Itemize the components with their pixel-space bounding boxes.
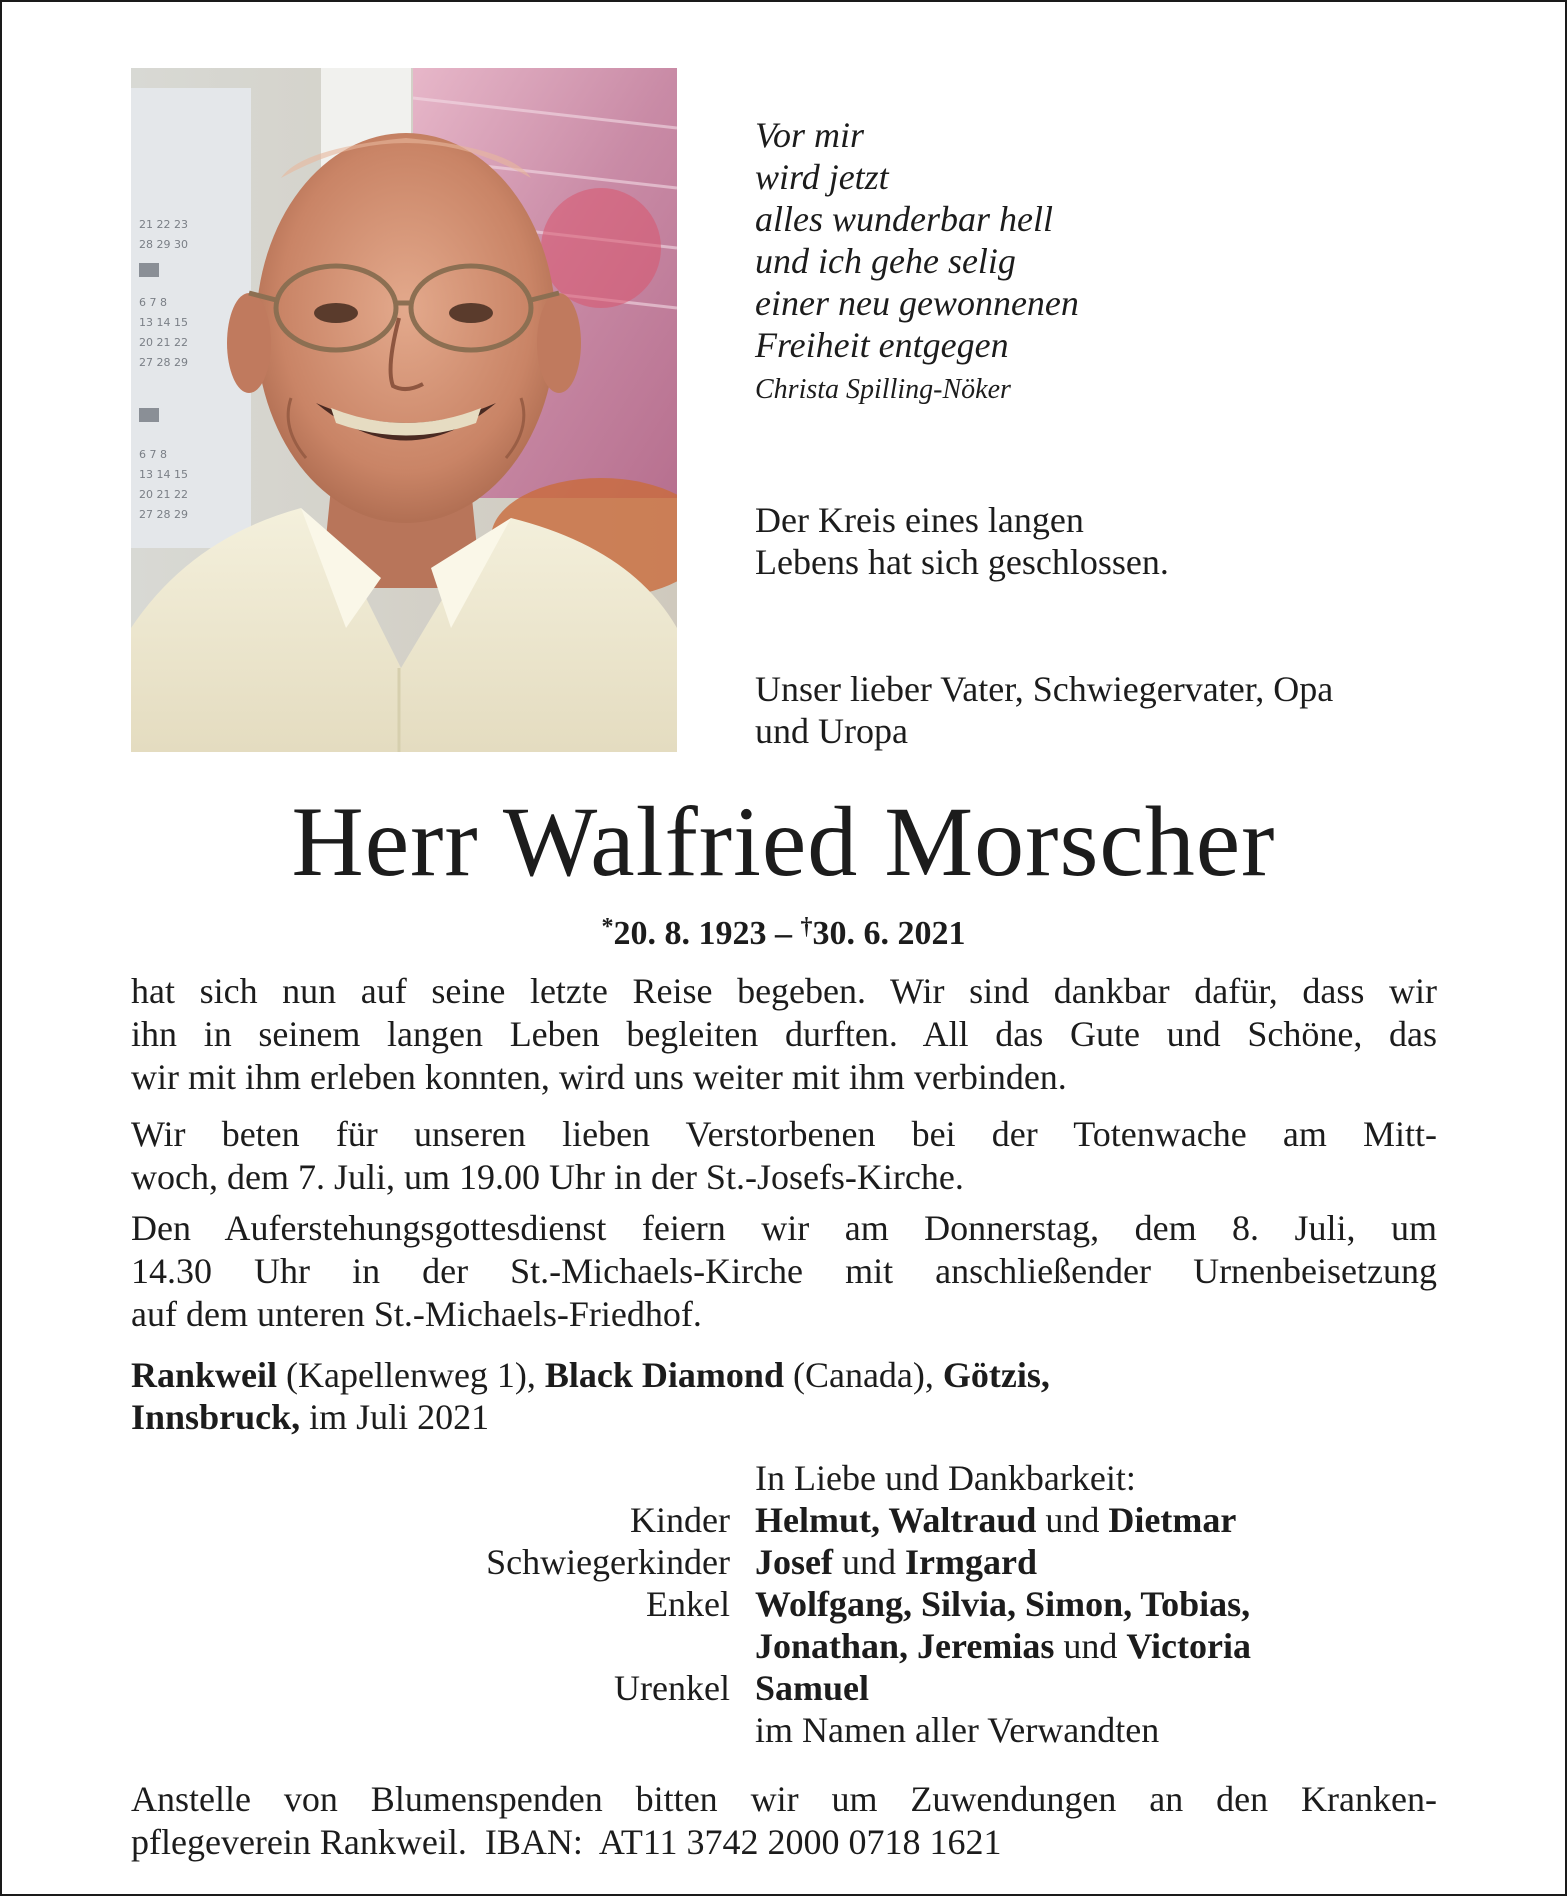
name-list: Josef — [755, 1542, 833, 1582]
place-innsbruck: Innsbruck, — [131, 1397, 301, 1437]
svg-text:6 7 8: 6 7 8 — [139, 448, 167, 461]
text-line: Anstelle von Blumenspenden bitten wir um Zuwendungen an den Kranken- — [131, 1779, 1437, 1819]
text-line: Den Auferstehungsgottesdienst feiern wir am Donnerstag, dem 8. Juli, um — [131, 1208, 1437, 1248]
svg-text:6 7 8: 6 7 8 — [139, 296, 167, 309]
relation-text — [755, 668, 1535, 752]
poem — [755, 114, 1535, 410]
circle-of-life-text — [755, 499, 1535, 583]
urenkel-names — [755, 1667, 869, 1709]
name-list: Dietmar — [1108, 1500, 1237, 1540]
place-goetzis: Götzis, — [942, 1355, 1050, 1395]
svg-text:20 21 22: 20 21 22 — [139, 336, 188, 349]
place-black-diamond: Black Diamond — [544, 1355, 784, 1395]
portrait-illustration — [131, 68, 677, 752]
svg-text:13 14 15: 13 14 15 — [139, 316, 188, 329]
urenkel-label: Urenkel — [614, 1668, 730, 1708]
text-line: woch, dem 7. Juli, um 19.00 Uhr in der St.-Josefs-Kirche. — [131, 1157, 964, 1197]
enkel-names-1 — [755, 1583, 1250, 1625]
conjunction: und — [1054, 1626, 1127, 1666]
svg-text:20 21 22: 20 21 22 — [139, 488, 188, 501]
svg-text:27 28 29: 27 28 29 — [139, 508, 188, 521]
poem-line: und ich gehe selig — [755, 241, 1016, 281]
deceased-name: Herr Walfried Morscher — [291, 786, 1276, 897]
name-list: Victoria — [1126, 1626, 1251, 1666]
kinder-names — [755, 1499, 1236, 1541]
paragraph-wake — [131, 1113, 1437, 1199]
text-line: auf dem unteren St.-Michaels-Friedhof. — [131, 1294, 702, 1334]
enkel-names-2 — [755, 1625, 1251, 1667]
life-dates — [2, 907, 1565, 954]
conjunction: und — [832, 1542, 905, 1582]
paragraph-funeral — [131, 1207, 1437, 1336]
svg-text:21 22 23: 21 22 23 — [139, 218, 188, 231]
name-list: Wolfgang, Silvia, Simon, Tobias, — [755, 1584, 1251, 1624]
place-rankweil-address: (Kapellenweg 1), — [277, 1355, 545, 1395]
birth-date: 20. 8. 1923 — [613, 915, 767, 952]
text-line: wir mit ihm erleben konnten, wird uns weiter mit ihm verbinden. — [131, 1057, 1067, 1097]
poem-author: Christa Spilling-Nöker — [755, 374, 1011, 405]
text-line: pflegeverein Rankweil. IBAN: AT11 3742 2000 0718 1621 — [131, 1822, 1002, 1862]
conjunction: und — [1036, 1500, 1109, 1540]
text-line: Der Kreis eines langen — [755, 500, 1084, 540]
text-line: hat sich nun auf seine letzte Reise begeben. Wir sind dankbar dafür, dass wir — [131, 971, 1437, 1011]
name-list: Samuel — [755, 1668, 870, 1708]
donation-request — [131, 1778, 1437, 1864]
text-line: Unser lieber Vater, Schwiegervater, Opa — [755, 669, 1334, 709]
kinder-label: Kinder — [630, 1500, 730, 1540]
death-date: 30. 6. 2021 — [812, 915, 966, 952]
poem-line: Vor mir — [755, 115, 865, 155]
text-line: ihn in seinem langen Leben begleiten durften. All das Gute und Schöne, das — [131, 1014, 1437, 1054]
notice-date: im Juli 2021 — [300, 1397, 490, 1437]
schwiegerkinder-label: Schwiegerkinder — [486, 1542, 730, 1582]
name-list: Irmgard — [904, 1542, 1037, 1582]
poem-line: einer neu gewonnenen — [755, 283, 1079, 323]
schwiegerkinder-names — [755, 1541, 1037, 1583]
paragraph-journey — [131, 970, 1437, 1099]
poem-line: alles wunderbar hell — [755, 199, 1053, 239]
text-line: Wir beten für unseren lieben Verstorbenen bei der Totenwache am Mitt- — [131, 1114, 1437, 1154]
svg-text:27 28 29: 27 28 29 — [139, 356, 188, 369]
enkel-label: Enkel — [646, 1584, 730, 1624]
places-line-2 — [131, 1396, 489, 1438]
place-rankweil: Rankweil — [131, 1355, 278, 1395]
svg-text:28 29 30: 28 29 30 — [139, 238, 188, 251]
text-line: 14.30 Uhr in der St.-Michaels-Kirche mit anschließender Urnenbeisetzung — [131, 1251, 1437, 1291]
family-heading: In Liebe und Dankbarkeit: — [755, 1458, 1136, 1498]
svg-text:13 14 15: 13 14 15 — [139, 468, 188, 481]
name-list: Jonathan, Jeremias — [755, 1626, 1055, 1666]
text-line: Lebens hat sich geschlossen. — [755, 542, 1169, 582]
family-closing: im Namen aller Verwandten — [755, 1710, 1160, 1750]
poem-line: Freiheit entgegen — [755, 325, 1009, 365]
poem-line: wird jetzt — [755, 157, 889, 197]
date-separator: – — [775, 915, 792, 952]
death-mark: † — [800, 914, 813, 940]
birth-mark: * — [601, 914, 614, 940]
portrait-photo — [131, 68, 677, 752]
name-list: Helmut, Waltraud — [755, 1500, 1037, 1540]
places-line-1 — [131, 1354, 1050, 1396]
place-canada: (Canada), — [783, 1355, 943, 1395]
text-line: und Uropa — [755, 711, 908, 751]
